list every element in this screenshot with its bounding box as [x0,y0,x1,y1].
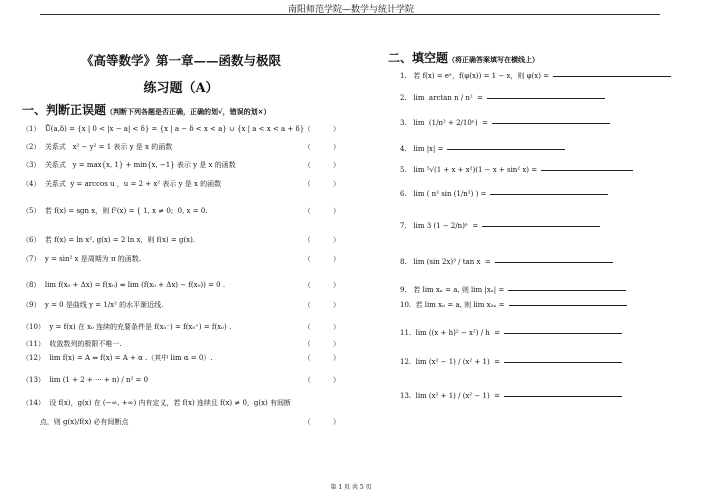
fill-text: 11. lim ((x + h)² − x²) / h = [400,329,501,337]
fill-text: 2. lim arctan n / n² = [400,94,484,102]
fill-text: 3. lim (1/n² + 2/10ⁿ) = [400,119,488,127]
fill-item [400,145,565,154]
judgement-item [22,236,340,245]
judgement-item [22,180,340,189]
judgement-text: （11） 收敛数列的极限不唯一. [22,340,122,348]
answer-parentheses[interactable]: （ ） [303,207,340,215]
answer-blank[interactable] [447,148,565,150]
page-header: 南阳师范学院—数学与统计学院 [287,5,414,15]
answer-parentheses[interactable]: （ ） [303,376,340,384]
judgement-text: （3） 关系式 y = max{x, 1} + min{x, −1} 表示 y 是 x 的函数 [22,161,236,169]
answer-blank[interactable] [509,304,627,306]
judgement-text: （6） 若 f(x) = ln x², g(x) = 2 ln x，则 f(x) = g(x). [22,236,196,244]
right-column [388,44,688,66]
fill-item [400,286,626,295]
answer-blank[interactable] [487,97,605,99]
answer-parentheses[interactable]: （ ） [303,125,340,133]
judgement-item [22,323,340,332]
judgement-text: （4） 关系式 y = arccos u ，u = 2 + x² 表示 y 是 x 的函数 [22,180,222,188]
fill-item [400,358,622,367]
fill-text: 7. lim 3 (1 − 2/n)ⁿ = [400,222,479,230]
answer-parentheses[interactable]: （ ） [303,323,340,331]
judgement-item [22,376,340,385]
answer-parentheses[interactable]: （ ） [303,418,340,426]
judgement-text: （13） lim (1 + 2 + ··· + n) / n² = 0 [22,376,149,384]
judgement-item [22,354,340,363]
answer-blank[interactable] [508,289,626,291]
judgement-item [22,143,340,152]
answer-blank[interactable] [492,122,610,124]
fill-item [400,329,622,338]
judgement-item [22,281,340,290]
judgement-item [22,255,340,264]
section-1-title: 一、判断正误题 [22,103,107,117]
section-2-title: 二、填空题 [388,51,449,65]
fill-item [400,258,613,267]
judgement-item [22,161,340,170]
fill-item [400,222,600,231]
fill-text: 4. lim |x| = [400,145,444,153]
header-divider [40,14,660,15]
judgement-text: （8） lim f(x₀ + Δx) = f(x₀) ⇔ lim (f(x₀ + Δx) − f(x₀)) = 0 . [22,281,226,289]
section-1-heading [22,101,340,118]
answer-blank[interactable] [541,169,633,171]
judgement-text: （14） 设 f(x)，g(x) 在 (−∞, +∞) 内有定义，若 f(x) 连续且 f(x) ≠ 0，g(x) 有间断 [22,399,292,407]
section-2-heading [388,49,688,66]
fill-text: 9. 若 lim xₙ = a, 则 lim |xₙ| = [400,286,505,294]
section-2-note: （将正确答案填写在横线上） [448,55,540,64]
answer-parentheses[interactable]: （ ） [303,281,340,289]
fill-item [400,94,605,103]
answer-blank[interactable] [504,332,622,334]
fill-text: 1. 若 f(x) = eˣ，f(φ(x)) = 1 − x，则 φ(x) = [400,72,550,80]
fill-item [400,72,671,81]
answer-parentheses[interactable]: （ ） [303,301,340,309]
answer-blank[interactable] [490,193,608,195]
fill-item [400,392,622,401]
answer-parentheses[interactable]: （ ） [303,236,340,244]
judgement-text: （10） y = f(x) 在 x₀ 连续的充要条件是 f(x₀⁻) = f(x₀⁺) = f(x₀) . [22,323,232,331]
page-footer: 第 1 页 共 5 页 [330,484,372,491]
answer-parentheses[interactable]: （ ） [303,255,340,263]
judgement-item [22,301,340,310]
answer-parentheses[interactable]: （ ） [303,143,340,151]
fill-text: 12. lim (x² − 1) / (x² + 1) = [400,358,501,366]
document-title: 《高等数学》第一章——函数与极限 [80,53,281,68]
answer-blank[interactable] [482,225,600,227]
fill-text: 6. lim ( n² sin (1/n²) ) = [400,190,487,198]
fill-text: 10. 若 lim xₙ = a, 则 lim x₂ₙ = [400,301,505,309]
judgement-text: （12） lim f(x) = A ⇔ f(x) = A + α .（其中 lim α = 0）. [22,354,213,362]
fill-item [400,119,610,128]
fill-text: 5. lim ⁵√(1 + x + x²)(1 − x + sin² x) = [400,166,538,174]
judgement-item [22,207,340,216]
fill-item [400,301,627,310]
judgement-text: （1） Ů(a,δ) = {x | 0 < |x − a| < δ} = {x | a − δ < x < a} ∪ {x | a < x < a + δ} [22,125,305,133]
judgement-text: 点，则 g(x)/f(x) 必有间断点 [22,418,129,426]
answer-blank[interactable] [495,261,613,263]
answer-parentheses[interactable]: （ ） [303,340,340,348]
left-column [22,52,340,118]
answer-parentheses[interactable]: （ ） [303,180,340,188]
fill-item [400,190,608,199]
judgement-item [22,399,340,408]
judgement-text: （5） 若 f(x) = sgn x，则 f²(x) = { 1, x ≠ 0; 0, x = 0. [22,207,208,215]
answer-blank[interactable] [553,75,671,77]
judgement-item [22,125,340,134]
fill-text: 13. lim (x² + 1) / (x² − 1) = [400,392,501,400]
fill-item [400,166,633,175]
section-1-note: （判断下列各题是否正确，正确的划√，错误的划×） [106,107,271,116]
judgement-item [22,340,340,349]
judgement-text: （9） y = 0 是曲线 y = 1/x² 的水平渐近线. [22,301,164,309]
judgement-text: （2） 关系式 x² − y² = 1 表示 y 是 x 的函数 [22,143,173,151]
judgement-text: （7） y = sin² x 是周期为 π 的函数. [22,255,141,263]
fill-text: 8. lim (sin 2x)³ / tan x = [400,258,491,266]
answer-blank[interactable] [504,395,622,397]
answer-blank[interactable] [504,361,622,363]
answer-parentheses[interactable]: （ ） [303,161,340,169]
answer-parentheses[interactable]: （ ） [303,354,340,362]
judgement-item [22,418,340,427]
document-subtitle: 练习题（A） [143,81,219,96]
